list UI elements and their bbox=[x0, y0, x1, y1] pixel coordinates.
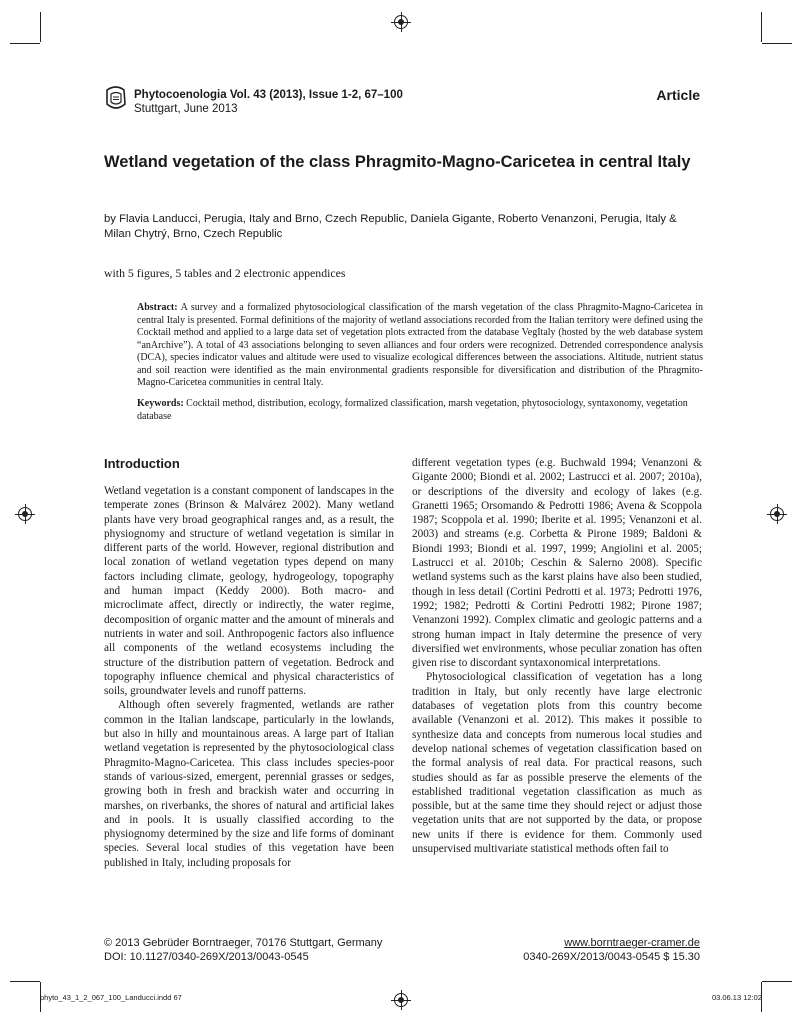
section-heading-introduction: Introduction bbox=[104, 456, 180, 471]
crop-mark bbox=[40, 12, 41, 42]
print-slug-date: 03.06.13 12:02 bbox=[711, 993, 762, 1002]
price-code: 0340-269X/2013/0043-0545 $ 15.30 bbox=[523, 951, 700, 963]
publication-place-date: Stuttgart, June 2013 bbox=[134, 103, 238, 115]
crop-mark bbox=[762, 43, 792, 44]
registration-mark-icon bbox=[770, 507, 784, 521]
keywords bbox=[137, 398, 703, 423]
paragraph: Wetland vegetation is a constant component of landscapes in the temperate zones (Brinson & Malvárez 2002). Many wetland plants have very broad geographical ranges and, as a result, the physiognomy and structure of wetland vegetation is similar in different parts of the world. However, regional distribution and local zonation of wetland vegetation types depend on many factors including climate, geology, hydrogeology, topography and human impact (Keddy 2000). Both macro- and microclimate affect, directly or indirectly, the water regime, decomposition of organic matter and the amount of minerals and nutrients in water and soil. Anthropogenic factors also influence all components of the wetland ecosystems including the structure of the distribution pattern of vegetation. Bedrock and topography influence chemical and physical characteristics of soils, groundwater levels and runoff patterns. bbox=[104, 485, 394, 698]
crop-mark bbox=[761, 12, 762, 42]
crop-mark bbox=[762, 981, 792, 982]
crop-mark bbox=[10, 981, 40, 982]
crop-mark bbox=[10, 43, 40, 44]
footer-right bbox=[523, 936, 700, 964]
figures-note: with 5 figures, 5 tables and 2 electronic appendices bbox=[104, 266, 346, 280]
print-slug-file: phyto_43_1_2_067_100_Landucci.indd 67 bbox=[40, 993, 182, 1002]
doi-line: DOI: 10.1127/0340-269X/2013/0043-0545 bbox=[104, 951, 309, 963]
copyright-line: © 2013 Gebrüder Borntraeger, 70176 Stuttgart, Germany bbox=[104, 937, 383, 949]
registration-mark-icon bbox=[394, 15, 408, 29]
paper-title: Wetland vegetation of the class Phragmito-Magno-Caricetea in central Italy bbox=[104, 153, 691, 171]
abstract-label: Abstract: bbox=[137, 302, 178, 313]
publisher-logo-icon bbox=[104, 86, 128, 112]
registration-mark-icon bbox=[18, 507, 32, 521]
left-column bbox=[104, 484, 394, 870]
paragraph: Although often severely fragmented, wetlands are rather common in the Italian landscape, particularly in the lowlands, but also in hilly and mountainous areas. A large part of Italian wetland vegetation is represented by the phytosociological class Phragmito-Magno-Caricetea. This class includes species-poor stands of various-sized, emergent, perennial grasses or sedges, growing both in fresh and brackish water and occurring in marshes, on riverbanks, the shores of natural and artificial lakes and in pools. It is usually classified according to the physiognomy determined by the size and life forms of dominant species. Several local studies of this vegetation have been published in Italy, including proposals for bbox=[104, 699, 394, 869]
publisher-website-link[interactable]: www.borntraeger-cramer.de bbox=[564, 937, 700, 949]
registration-mark-icon bbox=[394, 993, 408, 1007]
right-column bbox=[412, 456, 702, 856]
keywords-label: Keywords: bbox=[137, 398, 184, 409]
abstract bbox=[137, 302, 703, 390]
paragraph: Phytosociological classification of vegetation has a long tradition in Italy, but only recently have large electronic databases of vegetation plots from this country become available (Venanzoni et al. 2012). This makes it possible to synthesize data and concepts from numerous local studies and develop national schemes of vegetation classification based on the formal analysis of real data. For practical reasons, such studies should as far as possible preserve the elements of the established traditional vegetation classification as much as possible, but at the same time they should reject or adjust those vegetation units that are not supported by the data, or propose new units if there is evidence for them. Commonly used unsupervised multivariate statistical methods often fail to bbox=[412, 671, 702, 856]
abstract-text: A survey and a formalized phytosociological classification of the marsh vegetation of the class Phragmito-Magno-Caricetea in central Italy is presented. Formal definitions of the majority of wetland associations recorded from the Italian territory were defined using the Cocktail method and applied to a large data set of vegetation plots extracted from the database VegItaly (hosted by the web database system “anArchive”). A total of 43 associations belonging to seven alliances and four orders were recognized. Detrended correspondence analysis (DCA), species indicator values and altitude were used to visualize ecological differences between the associations. Altitude, nutrient status and soil reaction were identified as the main environmental gradients responsible for diversification and distribution of the Phragmito-Magno-Caricetea communities in central Italy. bbox=[137, 302, 703, 389]
author-line: by Flavia Landucci, Perugia, Italy and Brno, Czech Republic, Daniela Gigante, Roberto Venanzoni, Perugia, Italy & Milan Chytrý, Brno, Czech Republic bbox=[104, 213, 677, 240]
journal-citation: Phytocoenologia Vol. 43 (2013), Issue 1-2, 67–100 bbox=[134, 89, 403, 101]
keywords-text: Cocktail method, distribution, ecology, formalized classification, marsh vegetation, phytosociology, syntaxonomy, vegetation database bbox=[137, 398, 688, 422]
paragraph: different vegetation types (e.g. Buchwald 1994; Venanzoni & Gigante 2000; Biondi et al. 2002; Lastrucci et al. 2007; 2010a), or descriptions of the diversity and ecology of lakes (e.g. Granetti 1965; Orsomando & Pedrotti 1986; Avena & Scoppola 1987; Scoppola et al. 1990; Iberite et al. 1995; Venanzoni et al. 2003) and streams (e.g. Corbetta & Pirone 1989; Baldoni & Biondi 1993; Biondi et al. 1997, 1999; Angiolini et al. 2005; Lastrucci et al. 2010b; Ceschin & Salerno 2008). Specific wetland systems such as the karst plains have also been studied, though in less detail (Cortini Pedrotti et al. 1973; Pedrotti 1976, 1992; 1982; Pedrotti & Cortini Pedrotti 1982; Pirone 1987; Venanzoni 1992). Complex climatic and geologic patterns and a strong human impact in Italy determine the presence of very diversified wet environments, whose peculiar zonation has often given rise to discordant syntaxonomical interpretations. bbox=[412, 457, 702, 670]
article-type-label: Article bbox=[656, 87, 700, 103]
footer-left bbox=[104, 936, 382, 964]
